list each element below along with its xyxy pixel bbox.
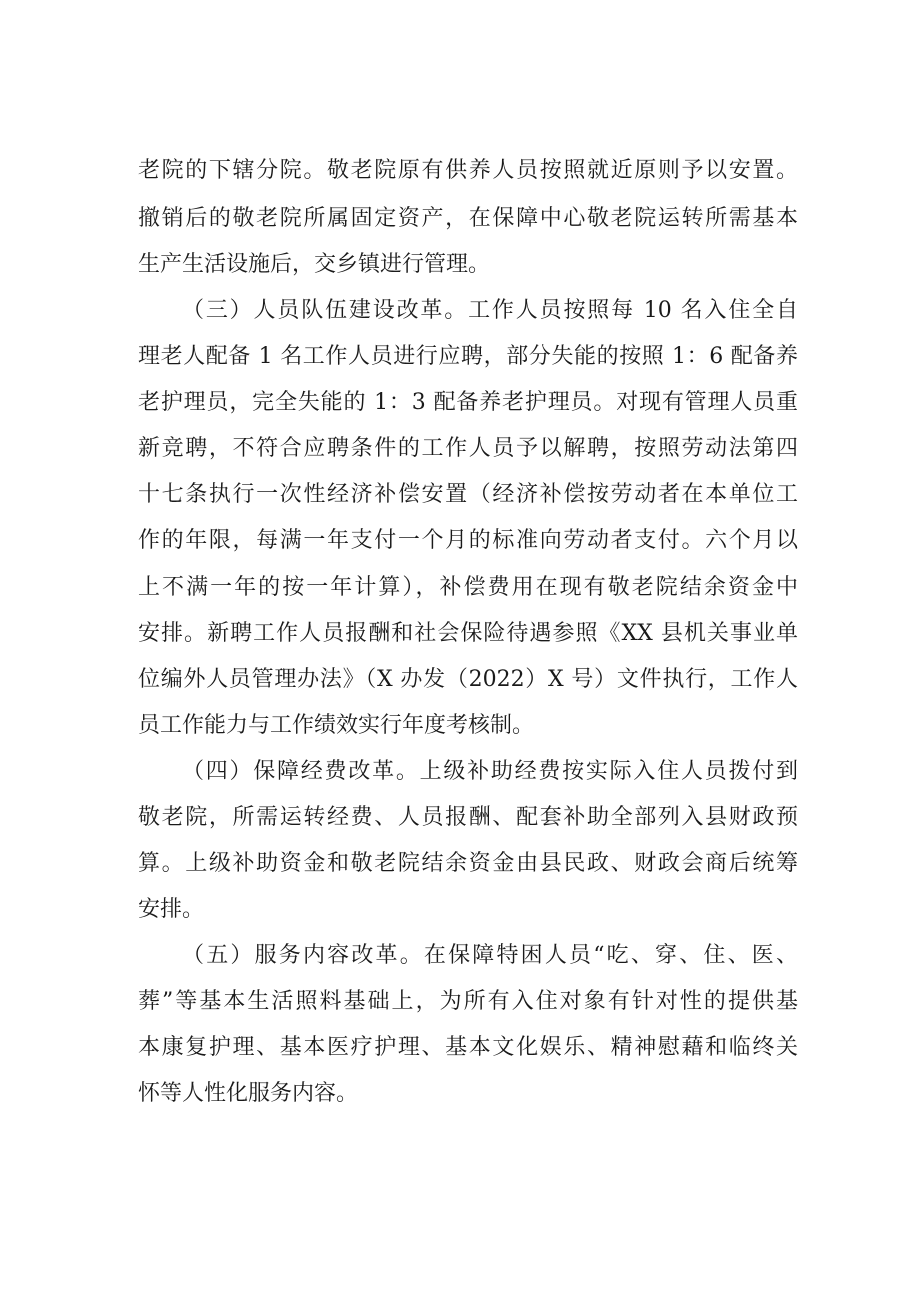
text-line: 老护理员，完全失能的 1：3 配备养老护理员。对现有管理人员重: [138, 390, 798, 415]
text-line: 撤销后的敬老院所属固定资产，在保障中心敬老院运转所需基本: [138, 206, 798, 231]
text-line: 葬”等基本生活照料基础上，为所有入住对象有针对性的提供基: [138, 989, 798, 1014]
text-line: 上不满一年的按一年计算），补偿费用在现有敬老院结余资金中: [138, 575, 798, 600]
text-line: 新竞聘，不符合应聘条件的工作人员予以解聘，按照劳动法第四: [138, 436, 798, 461]
text-line: 作的年限，每满一年支付一个月的标准向劳动者支付。六个月以: [138, 528, 798, 553]
text-line: 安排。新聘工作人员报酬和社会保险待遇参照《XX 县机关事业单: [138, 621, 798, 646]
text-line: 算。上级补助资金和敬老院结余资金由县民政、财政会商后统筹: [138, 851, 798, 876]
text-line: 敬老院，所需运转经费、人员报酬、配套补助全部列入县财政预: [138, 805, 798, 830]
text-line: 员工作能力与工作绩效实行年度考核制。: [138, 713, 535, 738]
text-line: 安排。: [138, 897, 205, 922]
text-line: 十七条执行一次性经济补偿安置（经济补偿按劳动者在本单位工: [138, 482, 798, 507]
text-line: 生产生活设施后，交乡镇进行管理。: [138, 252, 491, 277]
text-line: 理老人配备 1 名工作人员进行应聘，部分失能的按照 1：6 配备养: [138, 344, 798, 369]
text-line: 怀等人性化服务内容。: [138, 1081, 359, 1106]
text-line: 老院的下辖分院。敬老院原有供养人员按照就近原则予以安置。: [138, 158, 798, 183]
text-line: 本康复护理、基本医疗护理、基本文化娱乐、精神慰藉和临终关: [138, 1035, 798, 1060]
text-line: （三）人员队伍建设改革。工作人员按照每 10 名入住全自: [182, 298, 798, 323]
text-line: （五）服务内容改革。在保障特困人员“吃、穿、住、医、: [182, 943, 798, 968]
text-line: 位编外人员管理办法》（X 办发（2022）X 号）文件执行，工作人: [138, 667, 798, 692]
text-line: （四）保障经费改革。上级补助经费按实际入住人员拨付到: [182, 759, 798, 784]
